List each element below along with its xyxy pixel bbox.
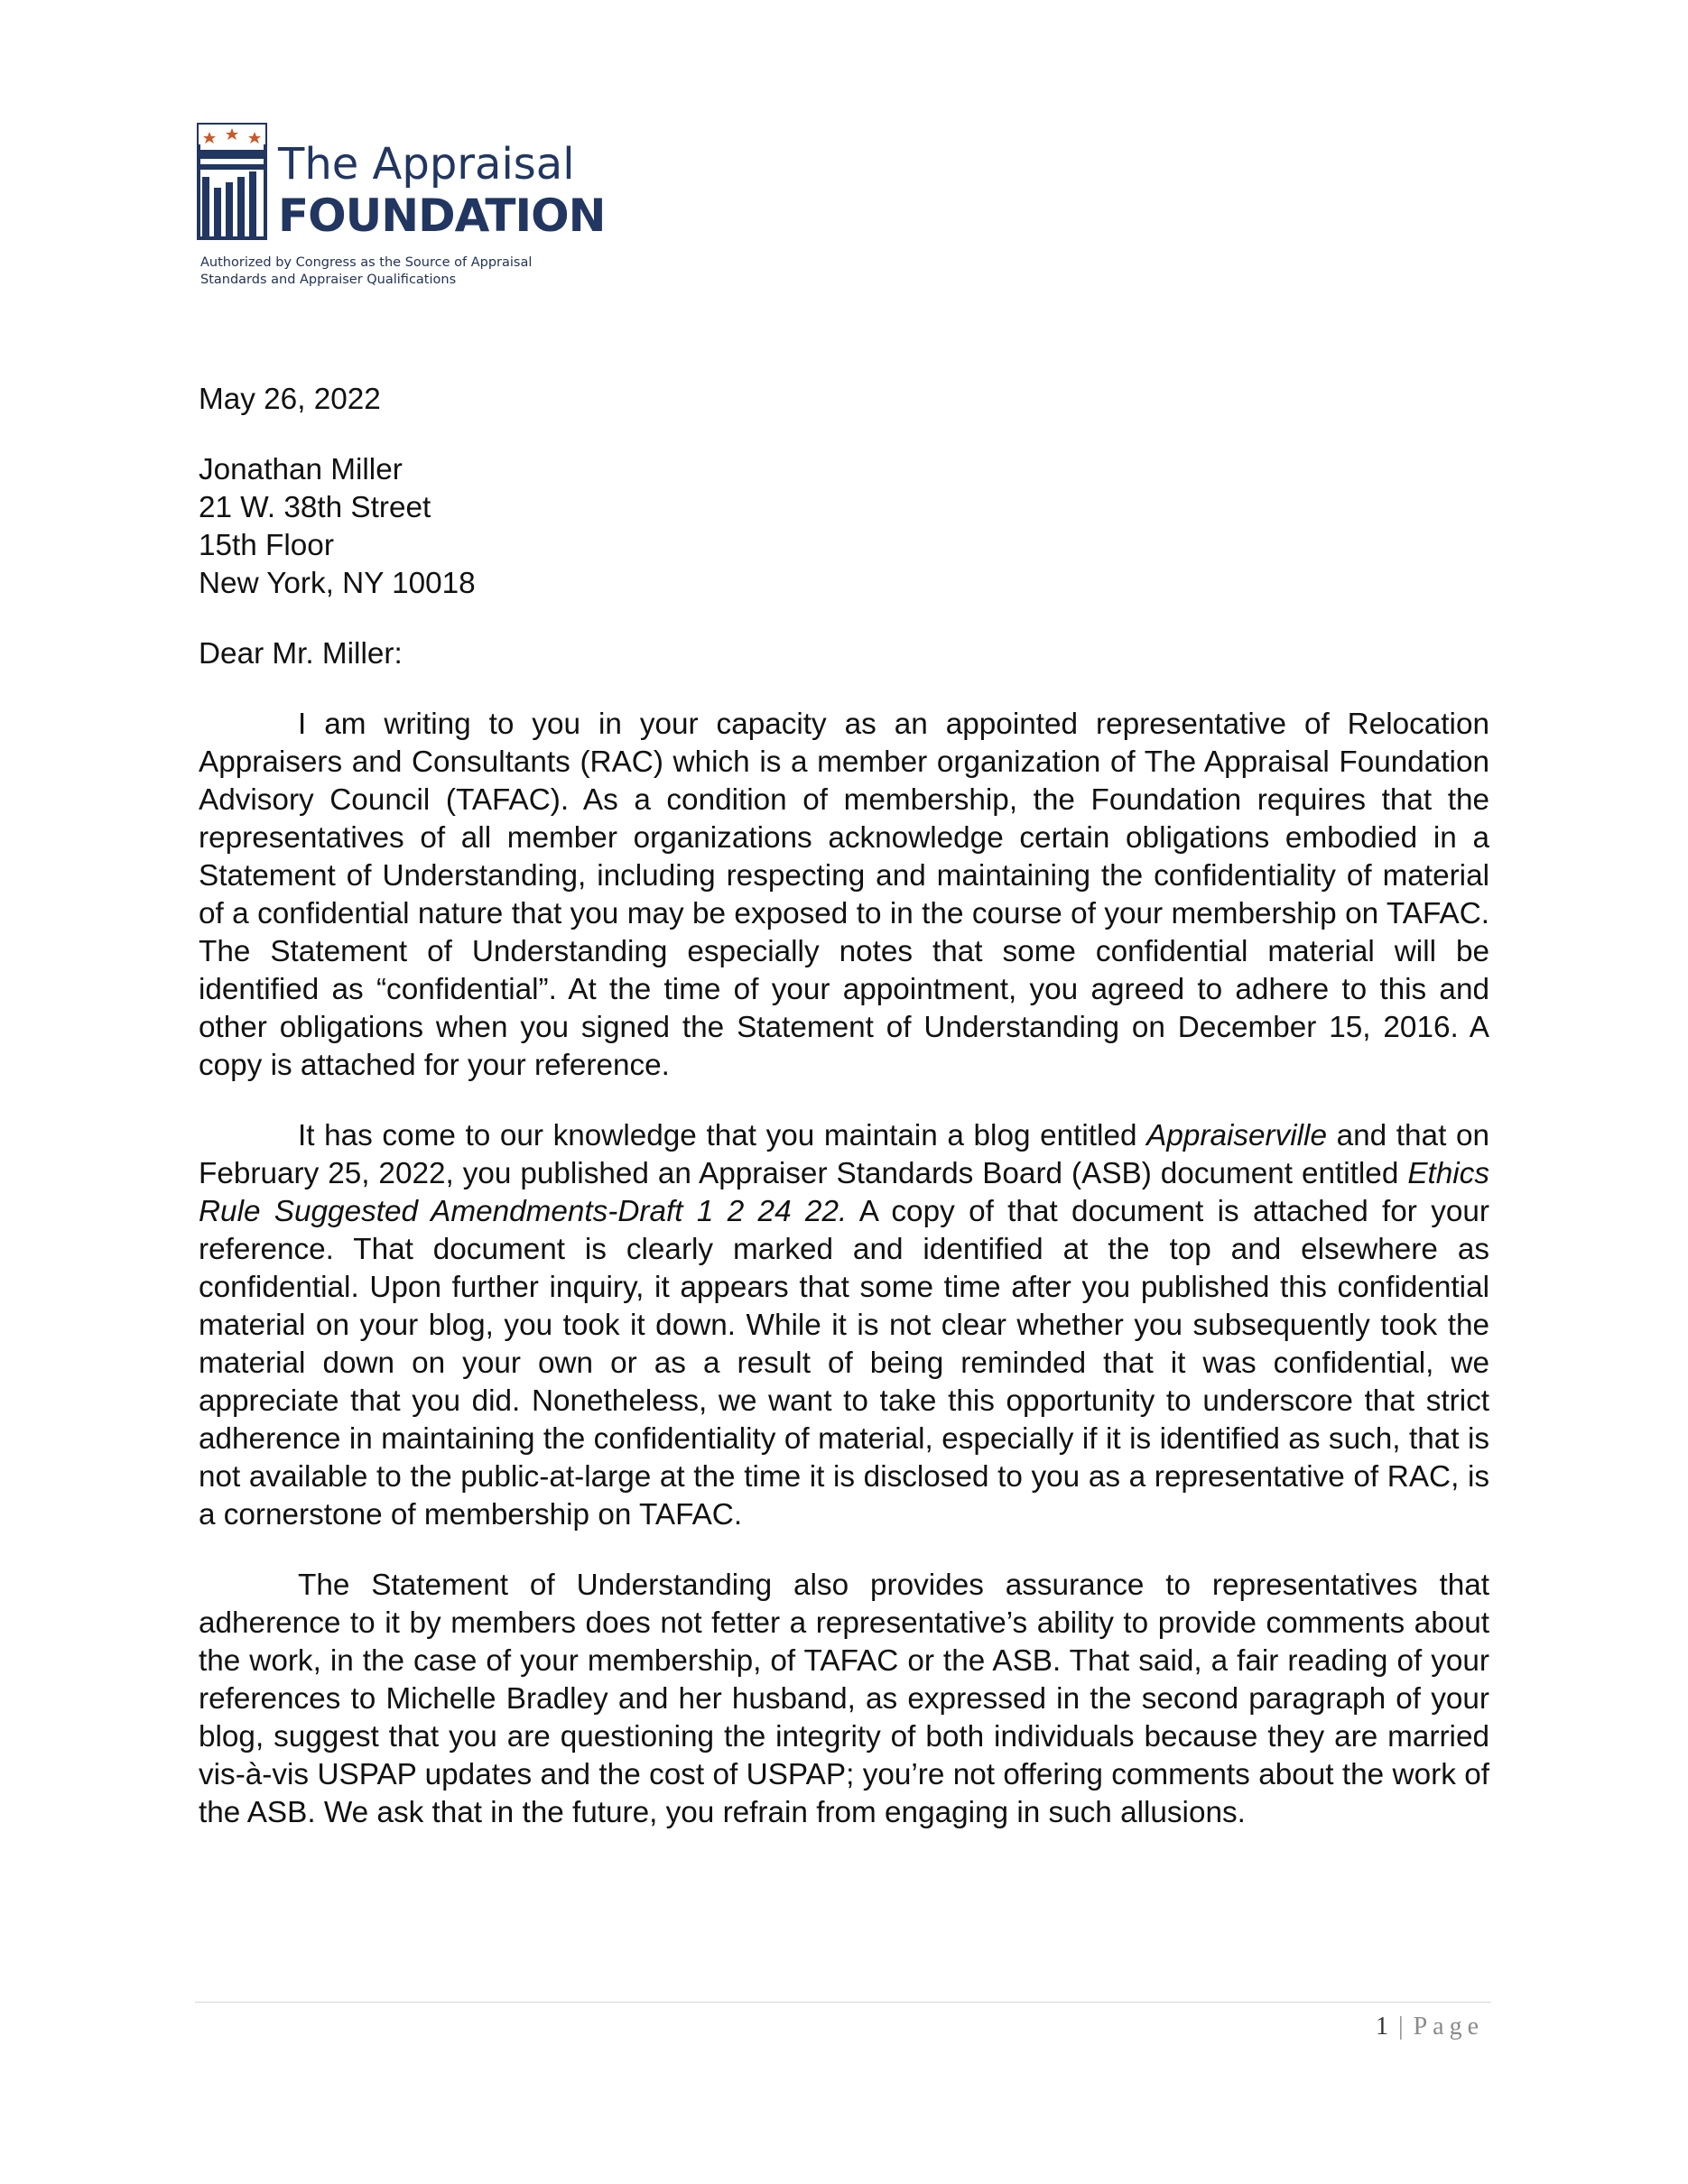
paragraph-2-text-b: and that on February 25, 2022, you published an Appraiser Standards Board (ASB) document entitled — [199, 1119, 1489, 1190]
footer-divider — [195, 2002, 1491, 2003]
document-title: Ethics Rule Suggested Amendments-Draft 1 2 24 22. — [199, 1157, 1489, 1228]
page-number: 1 — [1375, 2013, 1388, 2041]
paragraph-1: I am writing to you in your capacity as an appointed representative of Relocation Appraisers and Consultants (RAC) which is a member organization of The Appraisal Foundation Advisory Council (TAFAC). As a condition of membership, the Foundation requires that the representatives of all member organizations acknowledge certain obligations embodied in a Statement of Understanding, including respecting and maintaining the confidentiality of material of a confidential nature that you may be exposed to in the course of your membership on TAFAC. The Statement of Understanding especially notes that some confidential material will be identified as “confidential”. At the time of your appointment, you agreed to adhere to this and other obligations when you signed the Statement of Understanding on December 15, 2016. A copy is attached for your reference. — [199, 708, 1489, 1082]
recipient-address — [199, 451, 1489, 603]
letter-date: May 26, 2022 — [199, 383, 381, 416]
building-stars-icon — [197, 123, 267, 240]
blog-title: Appraiserville — [1146, 1119, 1327, 1152]
letter-body — [199, 381, 1489, 1865]
page-label: Page — [1413, 2013, 1484, 2041]
logo-wordmark-line1: The Appraisal — [278, 139, 575, 190]
paragraph-2-text-a: It has come to our knowledge that you maintain a blog entitled — [298, 1119, 1147, 1152]
recipient-name: Jonathan Miller — [199, 453, 403, 486]
recipient-floor: 15th Floor — [199, 529, 334, 562]
footer-separator: | — [1397, 2013, 1404, 2041]
salutation: Dear Mr. Miller: — [199, 637, 403, 671]
recipient-city: New York, NY 10018 — [199, 567, 476, 600]
logo-tagline: Authorized by Congress as the Source of Appraisal Standards and Appraiser Qualifications — [200, 255, 533, 287]
paragraph-3: The Statement of Understanding also provides assurance to representatives that adherence to it by members does not fetter a representative’s ability to provide comments about the work, in the case of your membership, of TAFAC or the ASB. That said, a fair reading of your references to Michelle Bradley and her husband, as expressed in the second paragraph of your blog, suggest that you are questioning the integrity of both individuals because they are married vis-à-vis USPAP updates and the cost of USPAP; you’re not offering comments about the work of the ASB. We ask that in the future, you refrain from engaging in such allusions. — [199, 1569, 1489, 1829]
page-footer — [1376, 2013, 1484, 2041]
paragraph-2-text-c: A copy of that document is attached for your reference. That document is clearly marked and identified at the top and elsewhere as confidential. Upon further inquiry, it appears that some time after you published this confidential material on your blog, you took it down. While it is not clear whether you subsequently took the material down on your own or as a result of being reminded that it was confidential, we appreciate that you did. Nonetheless, we want to take this opportunity to underscore that strict adherence in maintaining the confidentiality of material, especially if it is identified as such, that is not available to the public-at-large at the time it is disclosed to you as a representative of RAC, is a cornerstone of membership on TAFAC. — [199, 1195, 1489, 1532]
appraisal-foundation-logo — [197, 119, 606, 300]
paragraph-2 — [199, 1117, 1489, 1534]
recipient-street: 21 W. 38th Street — [199, 491, 431, 524]
logo-wordmark-line2: FOUNDATION — [278, 190, 606, 242]
